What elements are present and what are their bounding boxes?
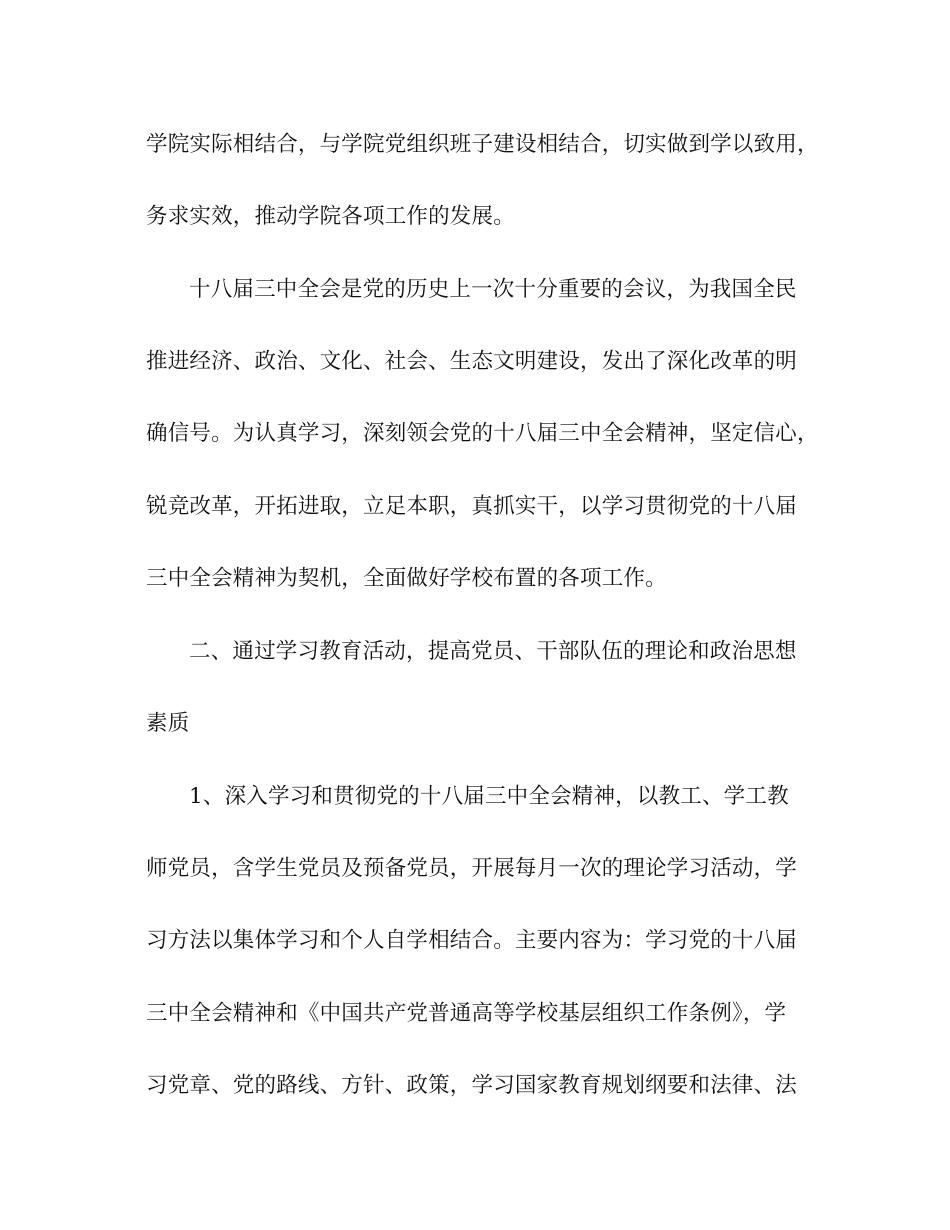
text-line: 务求实效，推动学院各项工作的发展。 [146, 204, 515, 229]
section-heading-line: 素质 [146, 711, 190, 736]
list-item-start-line: 1、深入学习和贯彻党的十八届三中全会精神，以教工、学工教 [189, 784, 789, 809]
text-line: 学院实际相结合，与学院党组织班子建设相结合，切实做到学以致用， [146, 132, 819, 157]
text-line: 锐竞改革，开拓进取，立足本职，真抓实干，以学习贯彻党的十八届 [146, 494, 798, 519]
text-line: 习方法以集体学习和个人自学相结合。主要内容为：学习党的十八届 [146, 928, 798, 953]
text-line: 三中全会精神为契机，全面做好学校布置的各项工作。 [146, 566, 667, 591]
section-heading-line: 二、通过学习教育活动，提高党员、干部队伍的理论和政治思想 [189, 639, 797, 664]
text-line: 推进经济、政治、文化、社会、生态文明建设，发出了深化改革的明 [146, 349, 798, 374]
text-line: 习党章、党的路线、方针、政策，学习国家教育规划纲要和法律、法 [146, 1073, 798, 1098]
text-line: 师党员，含学生党员及预备党员，开展每月一次的理论学习活动，学 [146, 856, 798, 881]
paragraph-start-line: 十八届三中全会是党的历史上一次十分重要的会议，为我国全民 [189, 277, 797, 302]
text-line: 三中全会精神和《中国共产党普通高等学校基层组织工作条例》，学 [146, 1001, 787, 1026]
text-line: 确信号。为认真学习，深刻领会党的十八届三中全会精神，坚定信心， [146, 421, 819, 446]
